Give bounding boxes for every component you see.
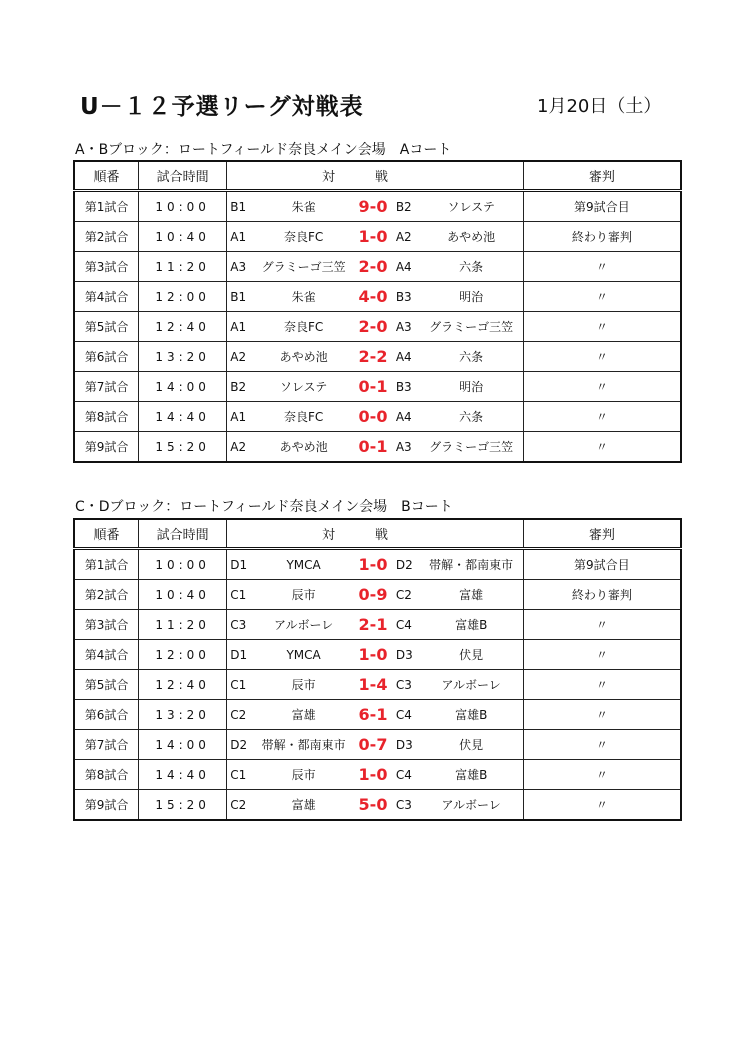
section-title-cd: C・Dブロック：ロートフィールド奈良メイン会場 Bコート — [75, 499, 453, 515]
header-order: 順番 — [74, 161, 139, 191]
home-team: 奈良FC — [283, 230, 324, 244]
home-code: A2 — [230, 439, 247, 454]
match-order: 第8試合 — [74, 760, 139, 790]
away-team: アルボーレ — [441, 678, 501, 692]
match-score: 9-0 — [358, 197, 388, 216]
home-code: C1 — [230, 677, 247, 692]
away-team: 富雄B — [455, 708, 488, 722]
away-code: A3 — [395, 319, 412, 334]
header-match: 対戦 — [227, 161, 523, 191]
match-score: 0-1 — [358, 437, 388, 456]
away-code: A2 — [395, 229, 412, 244]
match-score: 6-1 — [358, 705, 388, 724]
home-team: ソレステ — [279, 380, 328, 394]
away-code: C2 — [395, 587, 412, 602]
match-referee: 〃 — [523, 670, 681, 700]
away-code: C4 — [395, 617, 412, 632]
table-row — [74, 402, 681, 432]
match-time: 10:00 — [139, 549, 227, 580]
schedule-table-ab — [73, 160, 682, 463]
away-team: 富雄 — [459, 588, 484, 602]
match-score: 2-1 — [358, 615, 388, 634]
home-team: 朱雀 — [291, 290, 316, 304]
match-order: 第1試合 — [74, 549, 139, 580]
match-order: 第6試合 — [74, 342, 139, 372]
match-time: 14:00 — [139, 730, 227, 760]
table-row — [74, 432, 681, 463]
away-team: 帯解・都南東市 — [429, 558, 514, 572]
schedule-table-cd — [73, 518, 682, 821]
away-code: C4 — [395, 767, 412, 782]
header-match: 対戦 — [227, 519, 523, 549]
match-score: 0-9 — [358, 585, 388, 604]
match-score: 0-1 — [358, 377, 388, 396]
away-code: A4 — [395, 259, 412, 274]
match-order: 第6試合 — [74, 700, 139, 730]
match-order: 第9試合 — [74, 790, 139, 821]
table-row — [74, 730, 681, 760]
home-team: 富雄 — [291, 708, 316, 722]
match-referee: 〃 — [523, 700, 681, 730]
match-cell — [227, 282, 523, 312]
match-score: 0-7 — [358, 735, 388, 754]
table-row — [74, 282, 681, 312]
home-team: YMCA — [286, 647, 321, 662]
match-time: 11:20 — [139, 252, 227, 282]
home-code: B2 — [230, 379, 247, 394]
match-cell — [227, 760, 523, 790]
header-referee: 審判 — [523, 161, 681, 191]
schedule-body-ab — [74, 191, 681, 463]
match-cell — [227, 790, 523, 821]
match-cell — [227, 670, 523, 700]
match-cell — [227, 191, 523, 222]
match-order: 第5試合 — [74, 312, 139, 342]
table-row — [74, 312, 681, 342]
match-score: 1-0 — [358, 227, 388, 246]
away-code: D3 — [395, 647, 413, 662]
away-code: C3 — [395, 677, 412, 692]
away-team: 六条 — [459, 410, 484, 424]
match-time: 13:20 — [139, 700, 227, 730]
table-row — [74, 700, 681, 730]
home-code: B1 — [230, 199, 247, 214]
home-code: D1 — [230, 647, 248, 662]
match-order: 第1試合 — [74, 191, 139, 222]
match-score: 1-0 — [358, 555, 388, 574]
header-referee: 審判 — [523, 519, 681, 549]
home-team: あやめ池 — [279, 350, 328, 364]
table-row — [74, 222, 681, 252]
match-cell — [227, 610, 523, 640]
away-team: 明治 — [459, 380, 484, 394]
match-referee: 〃 — [523, 790, 681, 821]
home-code: C1 — [230, 587, 247, 602]
match-score: 1-4 — [358, 675, 388, 694]
match-cell — [227, 222, 523, 252]
away-code: A3 — [395, 439, 412, 454]
home-code: C2 — [230, 707, 247, 722]
match-time: 12:00 — [139, 282, 227, 312]
away-team: グラミーゴ三笠 — [429, 320, 514, 334]
schedule-body-cd — [74, 549, 681, 821]
away-team: あやめ池 — [447, 230, 496, 244]
home-code: A3 — [230, 259, 247, 274]
match-score: 2-0 — [358, 257, 388, 276]
away-team: ソレステ — [447, 200, 495, 214]
table-row — [74, 252, 681, 282]
match-time: 14:40 — [139, 760, 227, 790]
home-code: D1 — [230, 557, 248, 572]
match-time: 12:40 — [139, 670, 227, 700]
match-referee: 〃 — [523, 432, 681, 463]
match-order: 第3試合 — [74, 252, 139, 282]
match-referee: 第9試合目 — [523, 549, 681, 580]
match-score: 0-0 — [358, 407, 388, 426]
away-code: C4 — [395, 707, 412, 722]
match-order: 第4試合 — [74, 640, 139, 670]
away-code: D2 — [395, 557, 413, 572]
match-time: 10:00 — [139, 191, 227, 222]
home-code: C3 — [230, 617, 247, 632]
match-order: 第7試合 — [74, 730, 139, 760]
match-referee: 〃 — [523, 402, 681, 432]
away-team: 六条 — [459, 260, 484, 274]
away-code: B2 — [395, 199, 412, 214]
page-title: U－１２予選リーグ対戦表 — [80, 94, 364, 120]
match-referee: 終わり審判 — [523, 580, 681, 610]
home-team: 奈良FC — [283, 410, 324, 424]
table-row — [74, 549, 681, 580]
table-row — [74, 580, 681, 610]
match-referee: 〃 — [523, 640, 681, 670]
home-team: 帯解・都南東市 — [261, 738, 346, 752]
away-team: 六条 — [459, 350, 484, 364]
match-score: 1-0 — [358, 765, 388, 784]
match-score: 5-0 — [358, 795, 388, 814]
home-team: グラミーゴ三笠 — [261, 260, 346, 274]
home-team: 富雄 — [291, 798, 316, 812]
match-order: 第7試合 — [74, 372, 139, 402]
away-code: B3 — [395, 289, 412, 304]
match-referee: 終わり審判 — [523, 222, 681, 252]
match-cell — [227, 342, 523, 372]
table-row — [74, 670, 681, 700]
header-order: 順番 — [74, 519, 139, 549]
home-team: 辰市 — [291, 768, 316, 782]
table-header-row — [74, 519, 681, 549]
home-team: YMCA — [286, 557, 321, 572]
section-title-ab: A・Bブロック：ロートフィールド奈良メイン会場 Aコート — [75, 142, 452, 158]
away-code: D3 — [395, 737, 413, 752]
match-order: 第5試合 — [74, 670, 139, 700]
match-order: 第8試合 — [74, 402, 139, 432]
match-cell — [227, 252, 523, 282]
away-team: 富雄B — [455, 618, 488, 632]
away-team: 伏見 — [459, 738, 484, 752]
table-row — [74, 640, 681, 670]
away-team: 明治 — [459, 290, 484, 304]
away-code: C3 — [395, 797, 412, 812]
table-header-row — [74, 161, 681, 191]
home-code: B1 — [230, 289, 247, 304]
match-referee: 〃 — [523, 372, 681, 402]
match-cell — [227, 312, 523, 342]
match-time: 12:40 — [139, 312, 227, 342]
home-code: A1 — [230, 409, 247, 424]
match-referee: 第9試合目 — [523, 191, 681, 222]
match-score: 2-2 — [358, 347, 388, 366]
match-order: 第4試合 — [74, 282, 139, 312]
match-time: 14:00 — [139, 372, 227, 402]
match-cell — [227, 372, 523, 402]
header-time: 試合時間 — [139, 161, 227, 191]
home-code: C1 — [230, 767, 247, 782]
match-time: 15:20 — [139, 432, 227, 463]
match-time: 12:00 — [139, 640, 227, 670]
match-cell — [227, 402, 523, 432]
match-time: 15:20 — [139, 790, 227, 821]
match-score: 4-0 — [358, 287, 388, 306]
home-code: C2 — [230, 797, 247, 812]
away-team: 伏見 — [459, 648, 484, 662]
table-row — [74, 790, 681, 821]
table-row — [74, 610, 681, 640]
table-row — [74, 342, 681, 372]
match-order: 第3試合 — [74, 610, 139, 640]
match-referee: 〃 — [523, 342, 681, 372]
table-row — [74, 372, 681, 402]
match-cell — [227, 640, 523, 670]
home-code: D2 — [230, 737, 248, 752]
match-cell — [227, 700, 523, 730]
table-row — [74, 760, 681, 790]
home-team: あやめ池 — [279, 440, 328, 454]
match-order: 第2試合 — [74, 580, 139, 610]
away-code: B3 — [395, 379, 412, 394]
match-referee: 〃 — [523, 252, 681, 282]
match-time: 11:20 — [139, 610, 227, 640]
match-order: 第9試合 — [74, 432, 139, 463]
away-code: A4 — [395, 409, 412, 424]
match-time: 13:20 — [139, 342, 227, 372]
away-code: A4 — [395, 349, 412, 364]
match-time: 10:40 — [139, 580, 227, 610]
home-code: A1 — [230, 229, 247, 244]
page-date: 1月20日（土） — [537, 96, 662, 117]
match-referee: 〃 — [523, 730, 681, 760]
match-score: 1-0 — [358, 645, 388, 664]
match-time: 10:40 — [139, 222, 227, 252]
home-code: A1 — [230, 319, 247, 334]
match-time: 14:40 — [139, 402, 227, 432]
match-cell — [227, 580, 523, 610]
match-cell — [227, 432, 523, 463]
match-referee: 〃 — [523, 760, 681, 790]
home-code: A2 — [230, 349, 247, 364]
match-order: 第2試合 — [74, 222, 139, 252]
home-team: 朱雀 — [291, 200, 316, 214]
match-referee: 〃 — [523, 282, 681, 312]
home-team: アルボーレ — [273, 618, 334, 632]
home-team: 奈良FC — [283, 320, 324, 334]
away-team: アルボーレ — [441, 798, 501, 812]
match-referee: 〃 — [523, 610, 681, 640]
away-team: グラミーゴ三笠 — [429, 440, 514, 454]
match-score: 2-0 — [358, 317, 388, 336]
match-cell — [227, 730, 523, 760]
header-time: 試合時間 — [139, 519, 227, 549]
home-team: 辰市 — [291, 588, 316, 602]
match-cell — [227, 549, 523, 580]
home-team: 辰市 — [291, 678, 316, 692]
away-team: 富雄B — [455, 768, 488, 782]
match-referee: 〃 — [523, 312, 681, 342]
table-row — [74, 191, 681, 222]
